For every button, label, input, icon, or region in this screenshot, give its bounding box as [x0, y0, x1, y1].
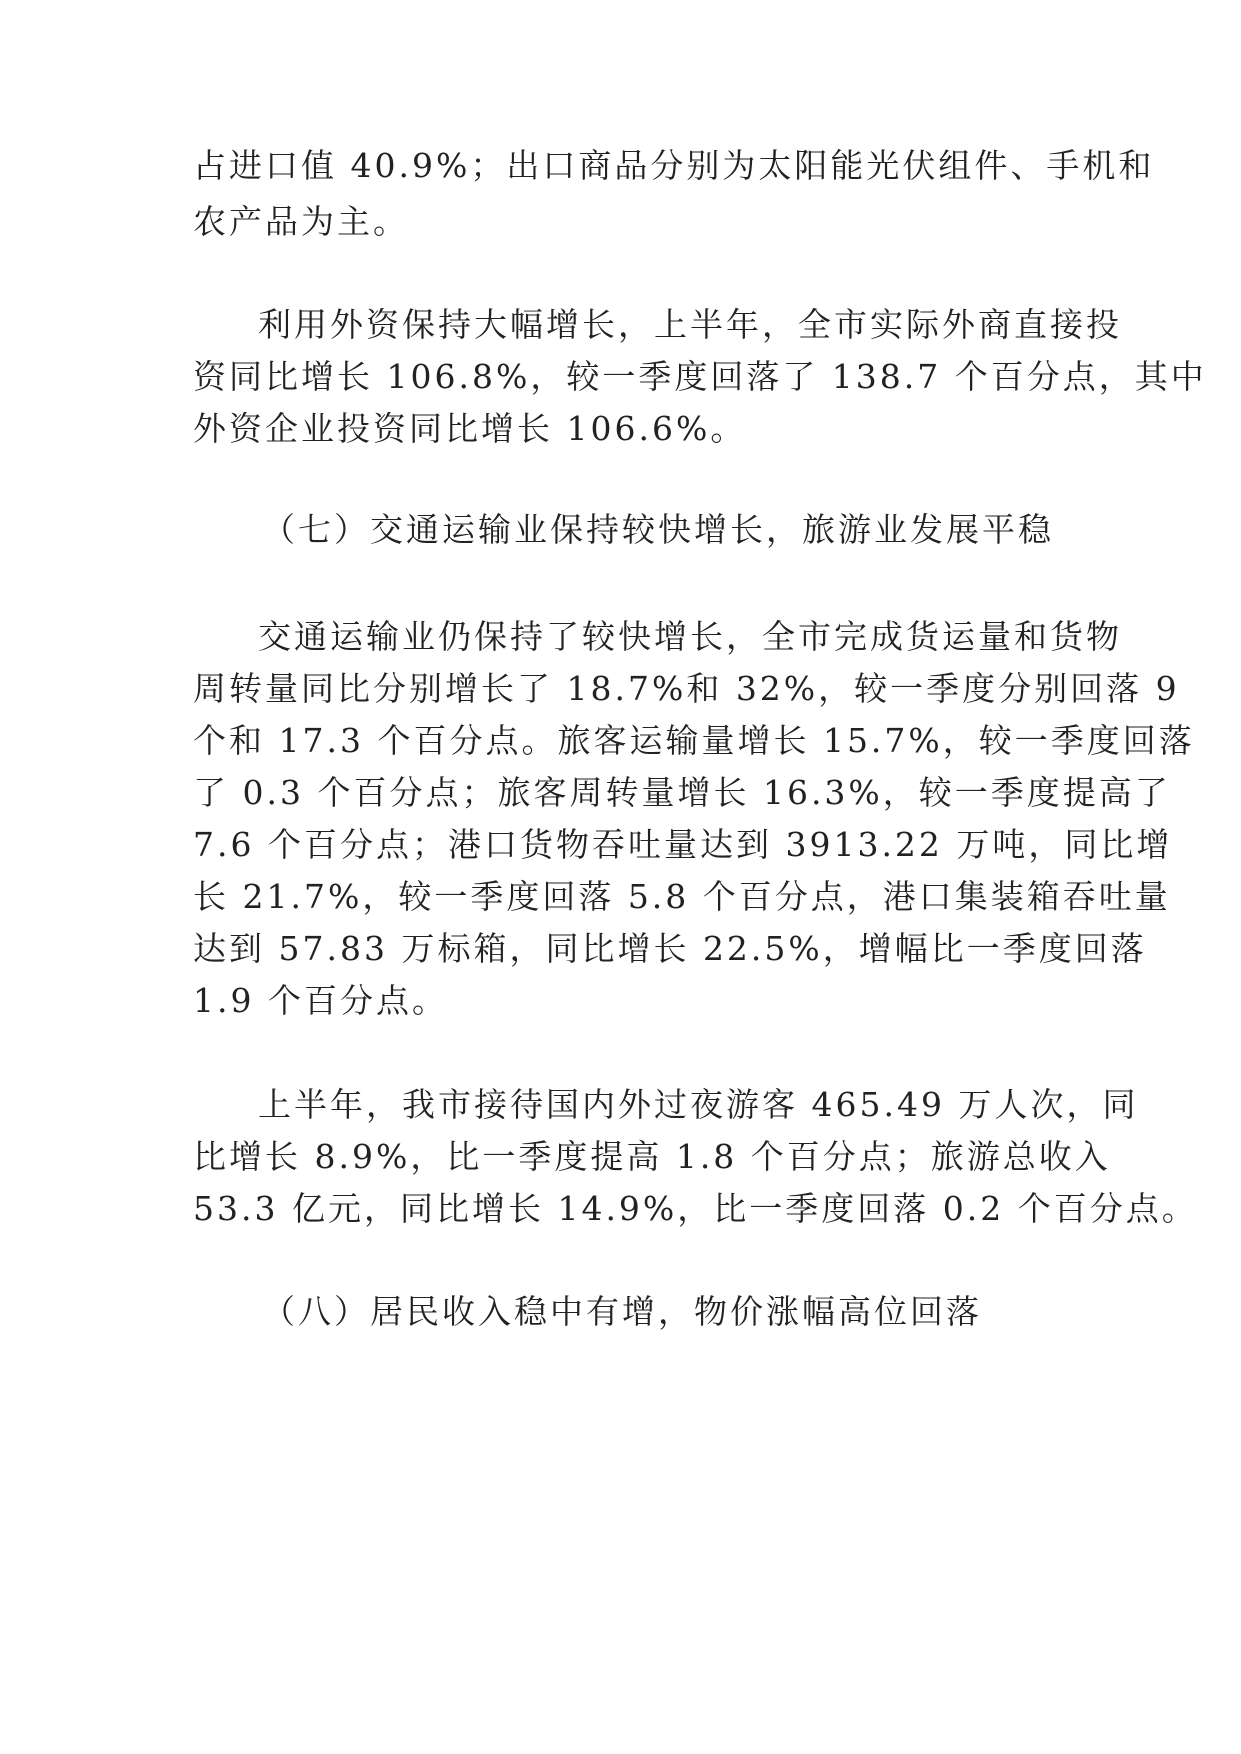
paragraph-line: 外资企业投资同比增长 106.6%。 — [193, 409, 747, 448]
paragraph-line: 达到 57.83 万标箱，同比增长 22.5%，增幅比一季度回落 — [193, 929, 1147, 968]
paragraph-line: 资同比增长 106.8%，较一季度回落了 138.7 个百分点，其中 — [193, 357, 1207, 396]
paragraph-line: 利用外资保持大幅增长，上半年，全市实际外商直接投 — [258, 305, 1122, 344]
paragraph-line: 周转量同比分别增长了 18.7%和 32%，较一季度分别回落 9 — [193, 669, 1180, 708]
paragraph-line: 比增长 8.9%，比一季度提高 1.8 个百分点；旅游总收入 — [193, 1137, 1111, 1176]
paragraph-line: 7.6 个百分点；港口货物吞吐量达到 3913.22 万吨，同比增 — [193, 825, 1173, 864]
paragraph-line: 1.9 个百分点。 — [193, 981, 448, 1020]
paragraph-line: 上半年，我市接待国内外过夜游客 465.49 万人次，同 — [258, 1085, 1139, 1124]
paragraph-line: 农产品为主。 — [193, 202, 409, 241]
paragraph-line: 交通运输业仍保持了较快增长，全市完成货运量和货物 — [258, 617, 1122, 656]
section-heading: （七）交通运输业保持较快增长，旅游业发展平稳 — [262, 510, 1054, 549]
paragraph-line: 了 0.3 个百分点；旅客周转量增长 16.3%，较一季度提高了 — [193, 773, 1171, 812]
paragraph-line: 53.3 亿元，同比增长 14.9%，比一季度回落 0.2 个百分点。 — [193, 1189, 1198, 1228]
paragraph-line: 个和 17.3 个百分点。旅客运输量增长 15.7%，较一季度回落 — [193, 721, 1195, 760]
paragraph-line: 长 21.7%，较一季度回落 5.8 个百分点，港口集装箱吞吐量 — [193, 877, 1171, 916]
section-heading: （八）居民收入稳中有增，物价涨幅高位回落 — [262, 1292, 982, 1331]
paragraph-line: 占进口值 40.9%；出口商品分别为太阳能光伏组件、手机和 — [193, 146, 1155, 185]
